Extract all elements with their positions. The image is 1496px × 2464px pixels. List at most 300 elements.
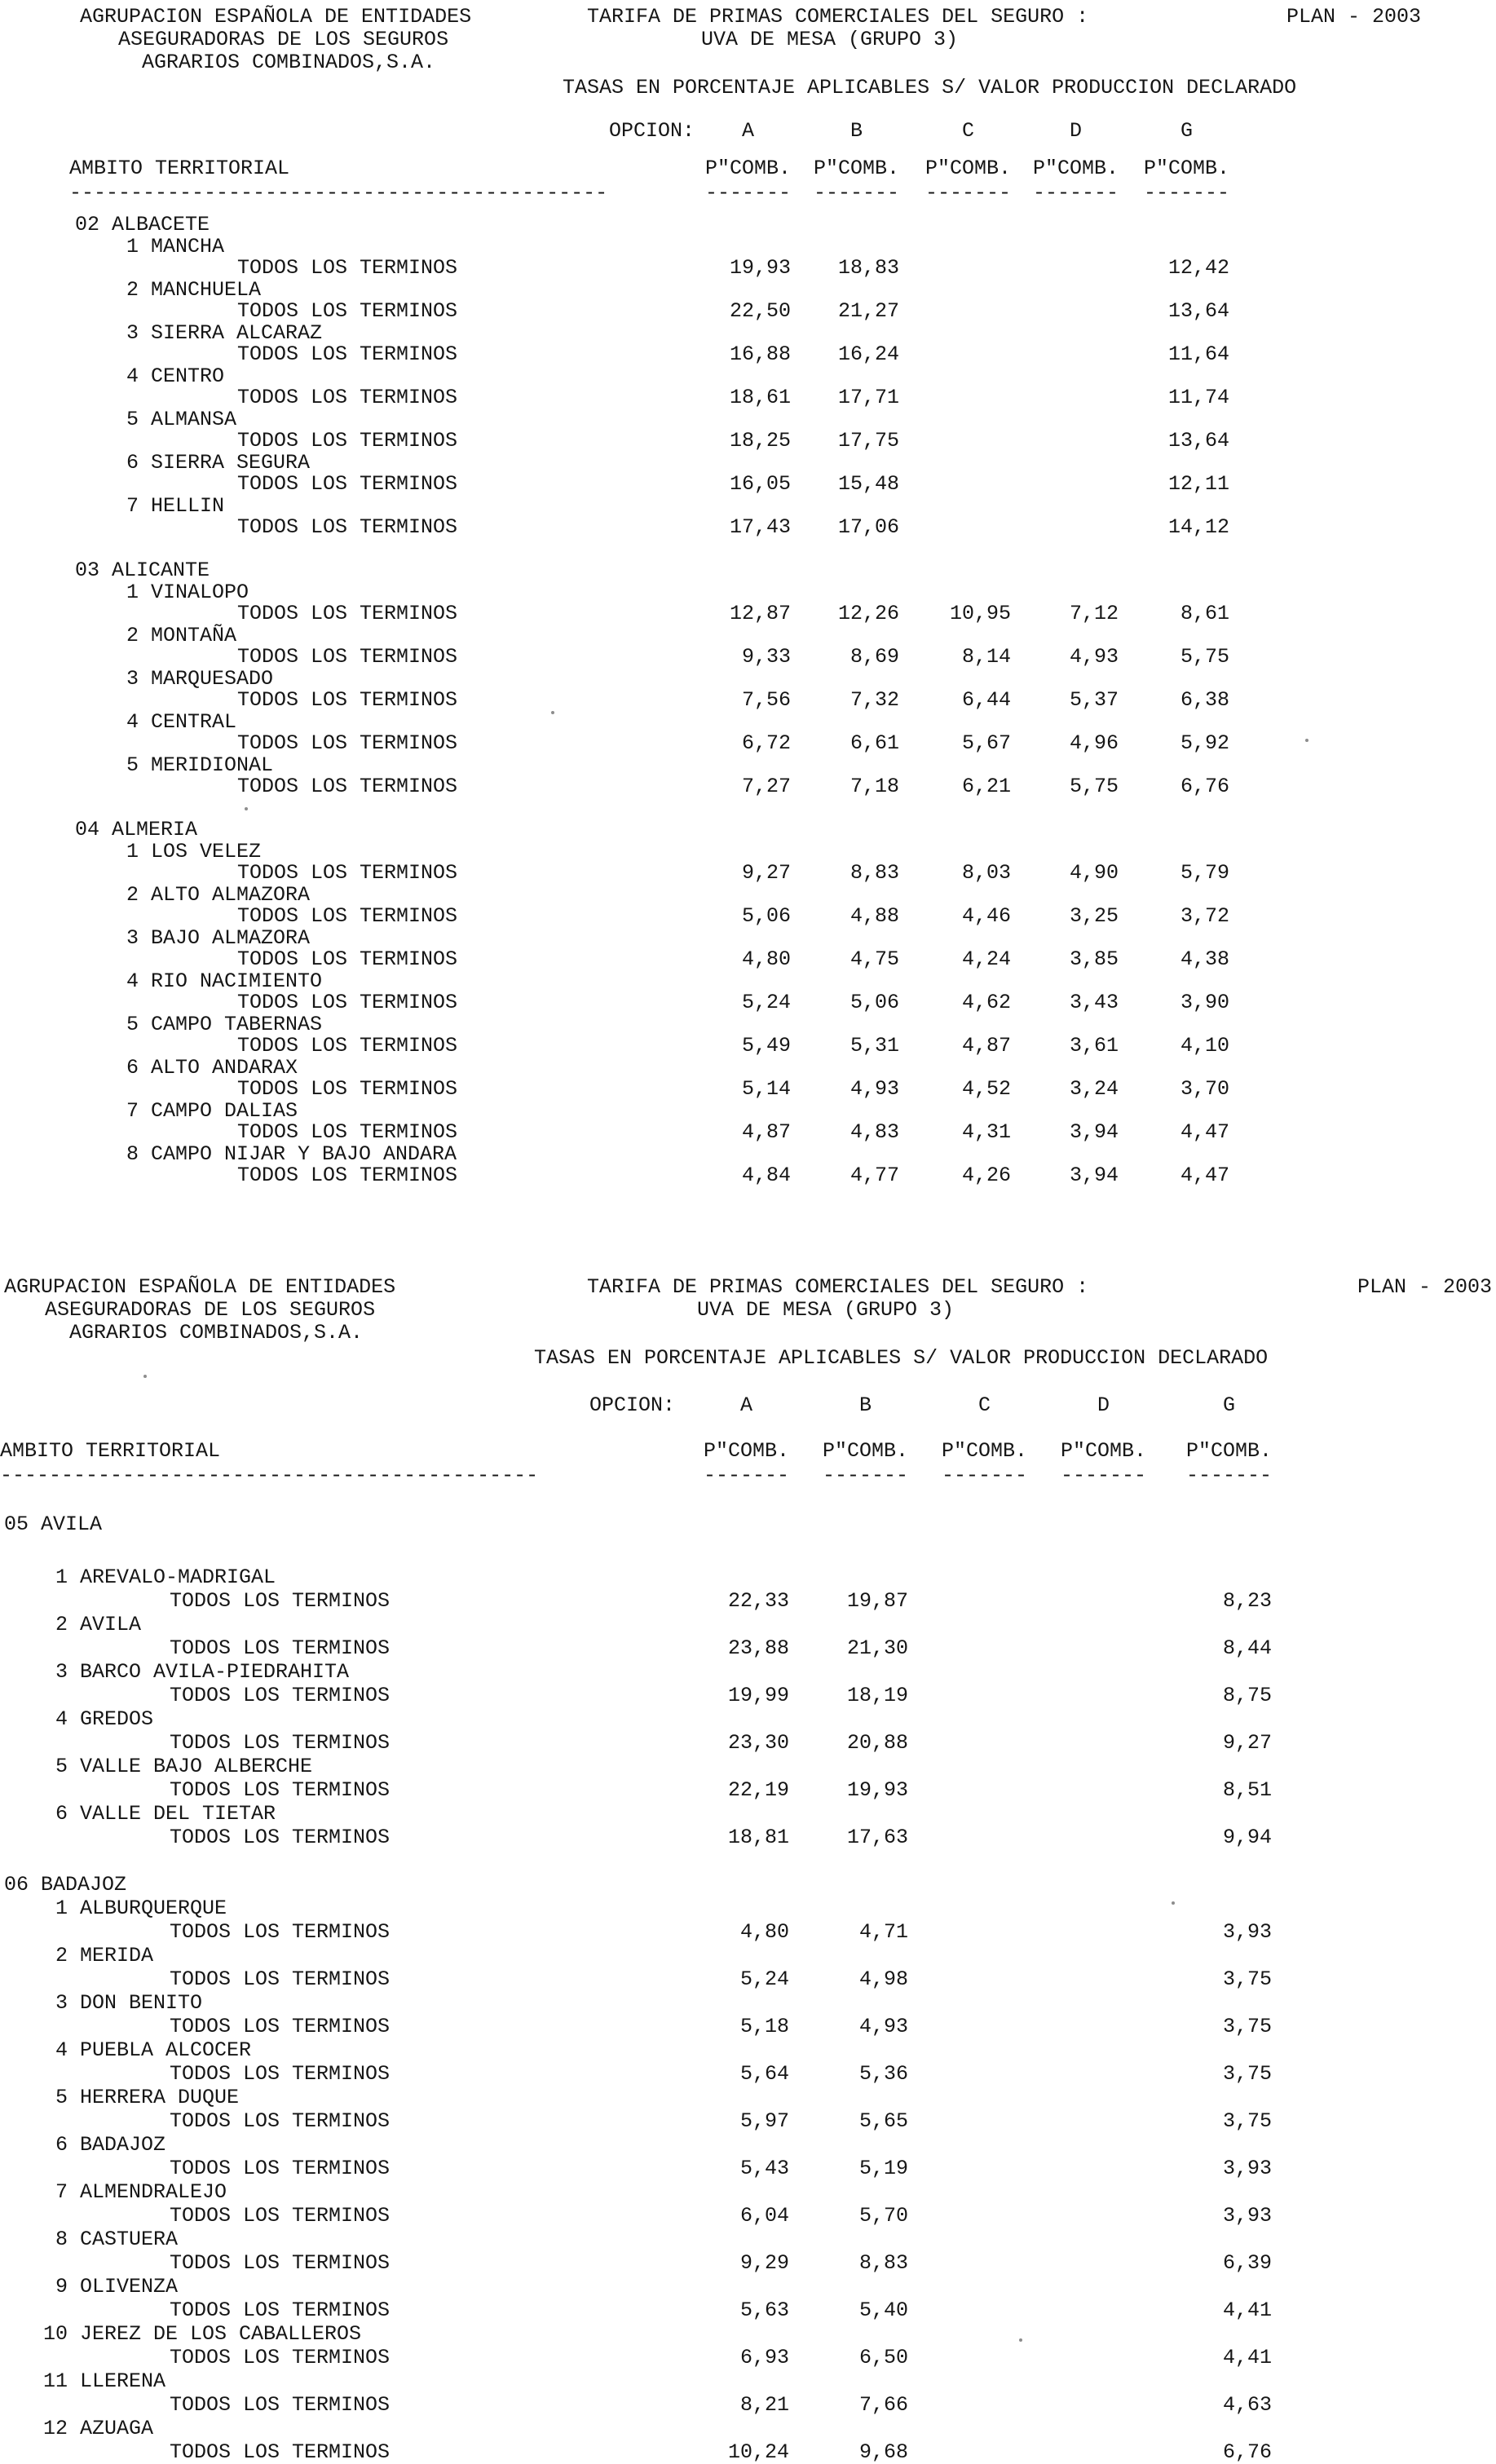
comarca-number: 11 (42, 2369, 68, 2393)
opcion-label: OPCION: (589, 1393, 676, 1417)
option-letter: B (849, 119, 863, 143)
todos-terminos-label: TODOS LOS TERMINOS (170, 1967, 391, 1991)
comarca-number: 2 (126, 882, 139, 907)
comarca-name: PUEBLA ALCOCER (80, 2038, 252, 2062)
comarca-number: 5 (55, 1755, 68, 1778)
ambito-rule: -------------------------------------------- (69, 181, 608, 205)
rate-value: 4,46 (961, 904, 1011, 928)
rate-value: 5,43 (739, 2157, 789, 2180)
rate-value: 4,47 (1180, 1120, 1229, 1144)
comarca-name: BAJO ALMAZORA (151, 925, 311, 950)
rate-value: 6,38 (1180, 688, 1229, 712)
comarca-number: 3 (126, 666, 139, 691)
rate-column-header: P"COMB. (704, 1439, 790, 1463)
rate-value: 17,63 (846, 1826, 908, 1849)
rate-value: 18,81 (727, 1826, 789, 1849)
rate-value: 4,52 (961, 1077, 1011, 1101)
report-title: TARIFA DE PRIMAS COMERCIALES DEL SEGURO : (587, 5, 1089, 29)
todos-terminos-label: TODOS LOS TERMINOS (237, 602, 458, 625)
comarca-number: 7 (126, 493, 139, 518)
rate-column-header: P"COMB. (1033, 157, 1119, 180)
todos-terminos-label: TODOS LOS TERMINOS (237, 429, 458, 453)
company-name-line-1: AGRUPACION ESPAÑOLA DE ENTIDADES (4, 1275, 396, 1299)
rate-value: 16,05 (729, 472, 791, 496)
todos-terminos-label: TODOS LOS TERMINOS (170, 2062, 391, 2086)
tax-note: TASAS EN PORCENTAJE APLICABLES S/ VALOR PRODUCCION DECLARADO (534, 1346, 1269, 1370)
rate-value: 6,21 (961, 775, 1011, 798)
comarca-name: DON BENITO (80, 1991, 203, 2015)
rate-value: 4,90 (1069, 861, 1119, 885)
comarca-number: 4 (126, 969, 139, 993)
todos-terminos-label: TODOS LOS TERMINOS (170, 1920, 391, 1944)
comarca-name: MERIDIONAL (151, 753, 274, 777)
todos-terminos-label: TODOS LOS TERMINOS (237, 256, 458, 280)
rate-value: 3,75 (1222, 2015, 1272, 2038)
company-name-line-3: AGRARIOS COMBINADOS,S.A. (142, 51, 436, 74)
rate-value: 20,88 (846, 1731, 908, 1755)
comarca-name: RIO NACIMIENTO (151, 969, 323, 993)
rate-value: 5,37 (1069, 688, 1119, 712)
rate-value: 4,47 (1180, 1164, 1229, 1187)
rate-value: 8,69 (849, 645, 899, 669)
rate-value: 3,85 (1069, 947, 1119, 971)
province-code: 03 (75, 559, 100, 582)
rate-value: 4,93 (849, 1077, 899, 1101)
todos-terminos-label: TODOS LOS TERMINOS (170, 2393, 391, 2417)
rate-value: 4,87 (741, 1120, 791, 1144)
rate-value: 3,94 (1069, 1164, 1119, 1187)
rate-value: 3,93 (1222, 2157, 1272, 2180)
todos-terminos-label: TODOS LOS TERMINOS (170, 2298, 391, 2322)
todos-terminos-label: TODOS LOS TERMINOS (237, 342, 458, 366)
todos-terminos-label: TODOS LOS TERMINOS (170, 1589, 391, 1613)
rate-value: 19,93 (846, 1778, 908, 1802)
comarca-name: SIERRA SEGURA (151, 450, 311, 475)
province-name: ALMERIA (112, 818, 198, 841)
rate-value: 7,32 (849, 688, 899, 712)
scan-speck (1305, 739, 1308, 742)
rate-column-header: P"COMB. (925, 157, 1012, 180)
rate-value: 6,44 (961, 688, 1011, 712)
rate-value: 16,88 (729, 342, 791, 366)
rate-value: 8,61 (1180, 602, 1229, 625)
todos-terminos-label: TODOS LOS TERMINOS (237, 1034, 458, 1058)
comarca-number: 5 (55, 2086, 68, 2109)
scan-speck (1019, 2338, 1022, 2342)
option-letter: B (858, 1393, 872, 1417)
rate-value: 8,83 (858, 2251, 908, 2275)
todos-terminos-label: TODOS LOS TERMINOS (170, 1636, 391, 1660)
comarca-name: ALMENDRALEJO (80, 2180, 227, 2204)
comarca-name: GREDOS (80, 1707, 154, 1731)
rate-value: 19,99 (727, 1684, 789, 1707)
rate-value: 8,03 (961, 861, 1011, 885)
rate-value: 13,64 (1167, 429, 1229, 453)
todos-terminos-label: TODOS LOS TERMINOS (237, 645, 458, 669)
comarca-name: LOS VELEZ (151, 839, 262, 863)
rate-value: 5,49 (741, 1034, 791, 1058)
rate-value: 7,27 (741, 775, 791, 798)
rate-value: 4,98 (858, 1967, 908, 1991)
todos-terminos-label: TODOS LOS TERMINOS (237, 1077, 458, 1101)
todos-terminos-label: TODOS LOS TERMINOS (237, 386, 458, 409)
report-title: TARIFA DE PRIMAS COMERCIALES DEL SEGURO : (587, 1275, 1089, 1299)
rate-value: 8,44 (1222, 1636, 1272, 1660)
comarca-name: MANCHA (151, 234, 225, 258)
comarca-number: 4 (126, 364, 139, 388)
rate-value: 3,90 (1180, 991, 1229, 1014)
column-rule: ------- (823, 1464, 909, 1487)
comarca-number: 4 (55, 2038, 68, 2062)
rate-column-header: P"COMB. (1144, 157, 1230, 180)
scan-speck (1172, 1901, 1175, 1905)
comarca-number: 7 (126, 1098, 139, 1123)
rate-value: 4,10 (1180, 1034, 1229, 1058)
comarca-name: SIERRA ALCARAZ (151, 320, 323, 345)
rate-value: 5,24 (739, 1967, 789, 1991)
todos-terminos-label: TODOS LOS TERMINOS (170, 2440, 391, 2464)
comarca-name: CAMPO TABERNAS (151, 1012, 323, 1036)
rate-value: 21,27 (837, 299, 899, 323)
rate-value: 3,72 (1180, 904, 1229, 928)
rate-column-header: P"COMB. (823, 1439, 909, 1463)
rate-value: 4,75 (849, 947, 899, 971)
rate-value: 7,12 (1069, 602, 1119, 625)
rate-value: 5,31 (849, 1034, 899, 1058)
rate-value: 19,93 (729, 256, 791, 280)
ambito-label: AMBITO TERRITORIAL (0, 1439, 221, 1463)
rate-value: 5,40 (858, 2298, 908, 2322)
rate-value: 4,24 (961, 947, 1011, 971)
rate-value: 5,92 (1180, 731, 1229, 755)
comarca-number: 12 (42, 2417, 68, 2440)
ambito-rule: -------------------------------------------- (0, 1464, 539, 1487)
rate-value: 9,68 (858, 2440, 908, 2464)
column-rule: ------- (704, 1464, 790, 1487)
rate-value: 17,43 (729, 515, 791, 539)
rate-value: 22,33 (727, 1589, 789, 1613)
rate-value: 9,27 (741, 861, 791, 885)
rate-value: 4,38 (1180, 947, 1229, 971)
comarca-number: 1 (126, 234, 139, 258)
province-name: BADAJOZ (41, 1873, 127, 1897)
province-name: AVILA (41, 1512, 103, 1536)
province-code: 06 (4, 1873, 29, 1897)
option-letter: A (739, 1393, 752, 1417)
rate-value: 5,18 (739, 2015, 789, 2038)
ambito-label: AMBITO TERRITORIAL (69, 157, 290, 180)
todos-terminos-label: TODOS LOS TERMINOS (170, 2204, 391, 2228)
rate-value: 9,94 (1222, 1826, 1272, 1849)
rate-value: 5,97 (739, 2109, 789, 2133)
comarca-number: 1 (126, 839, 139, 863)
comarca-number: 9 (55, 2275, 68, 2298)
comarca-name: BADAJOZ (80, 2133, 166, 2157)
comarca-number: 8 (55, 2228, 68, 2251)
comarca-number: 2 (126, 277, 139, 302)
province-code: 04 (75, 818, 100, 841)
rate-value: 6,93 (739, 2346, 789, 2369)
comarca-number: 4 (55, 1707, 68, 1731)
rate-value: 5,75 (1180, 645, 1229, 669)
rate-value: 5,24 (741, 991, 791, 1014)
company-name-line-3: AGRARIOS COMBINADOS,S.A. (69, 1321, 364, 1345)
rate-value: 3,75 (1222, 2109, 1272, 2133)
rate-value: 4,41 (1222, 2346, 1272, 2369)
rate-value: 4,93 (1069, 645, 1119, 669)
comarca-name: CAMPO DALIAS (151, 1098, 298, 1123)
column-rule: ------- (814, 181, 900, 205)
rate-value: 4,31 (961, 1120, 1011, 1144)
province-row (75, 560, 210, 581)
rate-value: 21,30 (846, 1636, 908, 1660)
todos-terminos-label: TODOS LOS TERMINOS (237, 947, 458, 971)
option-letter: C (961, 119, 974, 143)
rate-value: 8,21 (739, 2393, 789, 2417)
rate-value: 9,29 (739, 2251, 789, 2275)
rate-value: 3,93 (1222, 1920, 1272, 1944)
comarca-name: AREVALO-MADRIGAL (80, 1565, 276, 1589)
rate-value: 8,14 (961, 645, 1011, 669)
rate-value: 12,42 (1167, 256, 1229, 280)
todos-terminos-label: TODOS LOS TERMINOS (170, 2157, 391, 2180)
comarca-number: 2 (126, 623, 139, 647)
rate-value: 23,88 (727, 1636, 789, 1660)
todos-terminos-label: TODOS LOS TERMINOS (170, 2109, 391, 2133)
rate-value: 6,76 (1222, 2440, 1272, 2464)
rate-value: 5,79 (1180, 861, 1229, 885)
comarca-name: HELLIN (151, 493, 225, 518)
rate-value: 4,80 (741, 947, 791, 971)
comarca-number: 1 (55, 1565, 68, 1589)
comarca-number: 5 (126, 1012, 139, 1036)
rate-value: 5,64 (739, 2062, 789, 2086)
column-rule: ------- (1186, 1464, 1273, 1487)
rate-value: 18,25 (729, 429, 791, 453)
rate-value: 18,83 (837, 256, 899, 280)
province-code: 02 (75, 213, 100, 236)
rate-value: 6,04 (739, 2204, 789, 2228)
rate-value: 5,06 (849, 991, 899, 1014)
column-rule: ------- (1061, 1464, 1147, 1487)
comarca-number: 5 (126, 753, 139, 777)
comarca-name: BARCO AVILA-PIEDRAHITA (80, 1660, 350, 1684)
rate-value: 5,14 (741, 1077, 791, 1101)
rate-value: 13,64 (1167, 299, 1229, 323)
comarca-name: AZUAGA (80, 2417, 154, 2440)
rate-value: 3,43 (1069, 991, 1119, 1014)
comarca-number: 10 (42, 2322, 68, 2346)
rate-value: 10,95 (949, 602, 1011, 625)
comarca-name: VINALOPO (151, 580, 249, 604)
province-row (4, 1874, 126, 1895)
option-letter: D (1097, 1393, 1110, 1417)
comarca-number: 6 (126, 450, 139, 475)
rate-value: 19,87 (846, 1589, 908, 1613)
todos-terminos-label: TODOS LOS TERMINOS (237, 299, 458, 323)
rate-value: 22,19 (727, 1778, 789, 1802)
comarca-name: CENTRO (151, 364, 225, 388)
rate-value: 6,61 (849, 731, 899, 755)
comarca-number: 2 (55, 1613, 68, 1636)
rate-value: 4,96 (1069, 731, 1119, 755)
option-letter: G (1222, 1393, 1235, 1417)
rate-value: 3,94 (1069, 1120, 1119, 1144)
option-letter: G (1180, 119, 1193, 143)
rate-value: 4,88 (849, 904, 899, 928)
rate-value: 12,26 (837, 602, 899, 625)
comarca-number: 3 (126, 320, 139, 345)
option-letter: A (741, 119, 754, 143)
rate-value: 6,72 (741, 731, 791, 755)
todos-terminos-label: TODOS LOS TERMINOS (170, 1731, 391, 1755)
rate-value: 17,06 (837, 515, 899, 539)
rate-value: 7,18 (849, 775, 899, 798)
comarca-name: AVILA (80, 1613, 142, 1636)
todos-terminos-label: TODOS LOS TERMINOS (237, 1164, 458, 1187)
rate-column-header: P"COMB. (1186, 1439, 1273, 1463)
todos-terminos-label: TODOS LOS TERMINOS (237, 472, 458, 496)
comarca-number: 3 (55, 1660, 68, 1684)
option-letter: D (1069, 119, 1082, 143)
option-letter: C (977, 1393, 991, 1417)
rate-value: 4,80 (739, 1920, 789, 1944)
rate-value: 4,26 (961, 1164, 1011, 1187)
rate-value: 3,61 (1069, 1034, 1119, 1058)
todos-terminos-label: TODOS LOS TERMINOS (237, 731, 458, 755)
rate-value: 5,75 (1069, 775, 1119, 798)
comarca-name: ALBURQUERQUE (80, 1897, 227, 1920)
province-code: 05 (4, 1512, 29, 1536)
rate-value: 3,75 (1222, 2062, 1272, 2086)
column-rule: ------- (1144, 181, 1230, 205)
rate-column-header: P"COMB. (942, 1439, 1028, 1463)
comarca-name: HERRERA DUQUE (80, 2086, 240, 2109)
rate-value: 8,75 (1222, 1684, 1272, 1707)
plan-year: PLAN - 2003 (1357, 1275, 1493, 1299)
province-row (75, 819, 197, 840)
comarca-name: CENTRAL (151, 709, 237, 734)
todos-terminos-label: TODOS LOS TERMINOS (170, 1826, 391, 1849)
rate-value: 7,66 (858, 2393, 908, 2417)
rate-value: 5,63 (739, 2298, 789, 2322)
rate-value: 10,24 (727, 2440, 789, 2464)
rate-value: 4,77 (849, 1164, 899, 1187)
rate-value: 11,64 (1167, 342, 1229, 366)
rate-value: 6,50 (858, 2346, 908, 2369)
comarca-number: 5 (126, 407, 139, 431)
todos-terminos-label: TODOS LOS TERMINOS (170, 2015, 391, 2038)
comarca-number: 6 (126, 1055, 139, 1080)
comarca-number: 3 (126, 925, 139, 950)
rate-value: 17,75 (837, 429, 899, 453)
comarca-number: 4 (126, 709, 139, 734)
rate-column-header: P"COMB. (1061, 1439, 1147, 1463)
comarca-name: LLERENA (80, 2369, 166, 2393)
scan-speck (143, 1375, 147, 1378)
comarca-number: 3 (55, 1991, 68, 2015)
todos-terminos-label: TODOS LOS TERMINOS (170, 1778, 391, 1802)
column-rule: ------- (1033, 181, 1119, 205)
rate-value: 8,83 (849, 861, 899, 885)
comarca-name: VALLE BAJO ALBERCHE (80, 1755, 313, 1778)
comarca-name: MERIDA (80, 1944, 154, 1967)
rate-value: 18,61 (729, 386, 791, 409)
rate-value: 4,41 (1222, 2298, 1272, 2322)
rate-value: 9,27 (1222, 1731, 1272, 1755)
opcion-label: OPCION: (609, 119, 695, 143)
comarca-name: OLIVENZA (80, 2275, 179, 2298)
rate-value: 15,48 (837, 472, 899, 496)
rate-value: 3,70 (1180, 1077, 1229, 1101)
column-rule: ------- (942, 1464, 1028, 1487)
rate-value: 6,76 (1180, 775, 1229, 798)
comarca-number: 8 (126, 1141, 139, 1166)
product-group-title: UVA DE MESA (GRUPO 3) (701, 28, 959, 51)
rate-value: 11,74 (1167, 386, 1229, 409)
todos-terminos-label: TODOS LOS TERMINOS (237, 775, 458, 798)
rate-value: 4,87 (961, 1034, 1011, 1058)
province-row (4, 1514, 102, 1534)
todos-terminos-label: TODOS LOS TERMINOS (237, 861, 458, 885)
rate-value: 7,56 (741, 688, 791, 712)
company-name-line-1: AGRUPACION ESPAÑOLA DE ENTIDADES (80, 5, 472, 29)
rate-value: 6,39 (1222, 2251, 1272, 2275)
plan-year: PLAN - 2003 (1286, 5, 1422, 29)
rate-value: 5,67 (961, 731, 1011, 755)
scan-speck (245, 807, 248, 810)
comarca-number: 2 (55, 1944, 68, 1967)
comarca-name: JEREZ DE LOS CABALLEROS (80, 2322, 362, 2346)
rate-value: 17,71 (837, 386, 899, 409)
rate-value: 3,93 (1222, 2204, 1272, 2228)
comarca-name: MANCHUELA (151, 277, 262, 302)
rate-value: 5,36 (858, 2062, 908, 2086)
comarca-name: CASTUERA (80, 2228, 179, 2251)
comarca-number: 1 (126, 580, 139, 604)
comarca-name: VALLE DEL TIETAR (80, 1802, 276, 1826)
column-rule: ------- (925, 181, 1012, 205)
tax-note: TASAS EN PORCENTAJE APLICABLES S/ VALOR PRODUCCION DECLARADO (563, 76, 1297, 99)
todos-terminos-label: TODOS LOS TERMINOS (237, 904, 458, 928)
rate-value: 4,62 (961, 991, 1011, 1014)
comarca-number: 6 (55, 2133, 68, 2157)
todos-terminos-label: TODOS LOS TERMINOS (237, 1120, 458, 1144)
comarca-name: ALTO ANDARAX (151, 1055, 298, 1080)
rate-value: 8,51 (1222, 1778, 1272, 1802)
rate-value: 4,93 (858, 2015, 908, 2038)
todos-terminos-label: TODOS LOS TERMINOS (237, 991, 458, 1014)
rate-value: 3,25 (1069, 904, 1119, 928)
rate-value: 14,12 (1167, 515, 1229, 539)
rate-value: 12,87 (729, 602, 791, 625)
rate-value: 22,50 (729, 299, 791, 323)
rate-value: 9,33 (741, 645, 791, 669)
company-name-line-2: ASEGURADORAS DE LOS SEGUROS (45, 1298, 376, 1322)
todos-terminos-label: TODOS LOS TERMINOS (170, 2346, 391, 2369)
column-rule: ------- (705, 181, 792, 205)
rate-value: 12,11 (1167, 472, 1229, 496)
comarca-name: MONTAÑA (151, 623, 237, 647)
todos-terminos-label: TODOS LOS TERMINOS (237, 515, 458, 539)
rate-value: 8,23 (1222, 1589, 1272, 1613)
rate-value: 4,63 (1222, 2393, 1272, 2417)
rate-value: 5,70 (858, 2204, 908, 2228)
rate-value: 3,75 (1222, 1967, 1272, 1991)
comarca-name: CAMPO NIJAR Y BAJO ANDARA (151, 1141, 457, 1166)
rate-value: 5,06 (741, 904, 791, 928)
province-name: ALBACETE (112, 213, 210, 236)
